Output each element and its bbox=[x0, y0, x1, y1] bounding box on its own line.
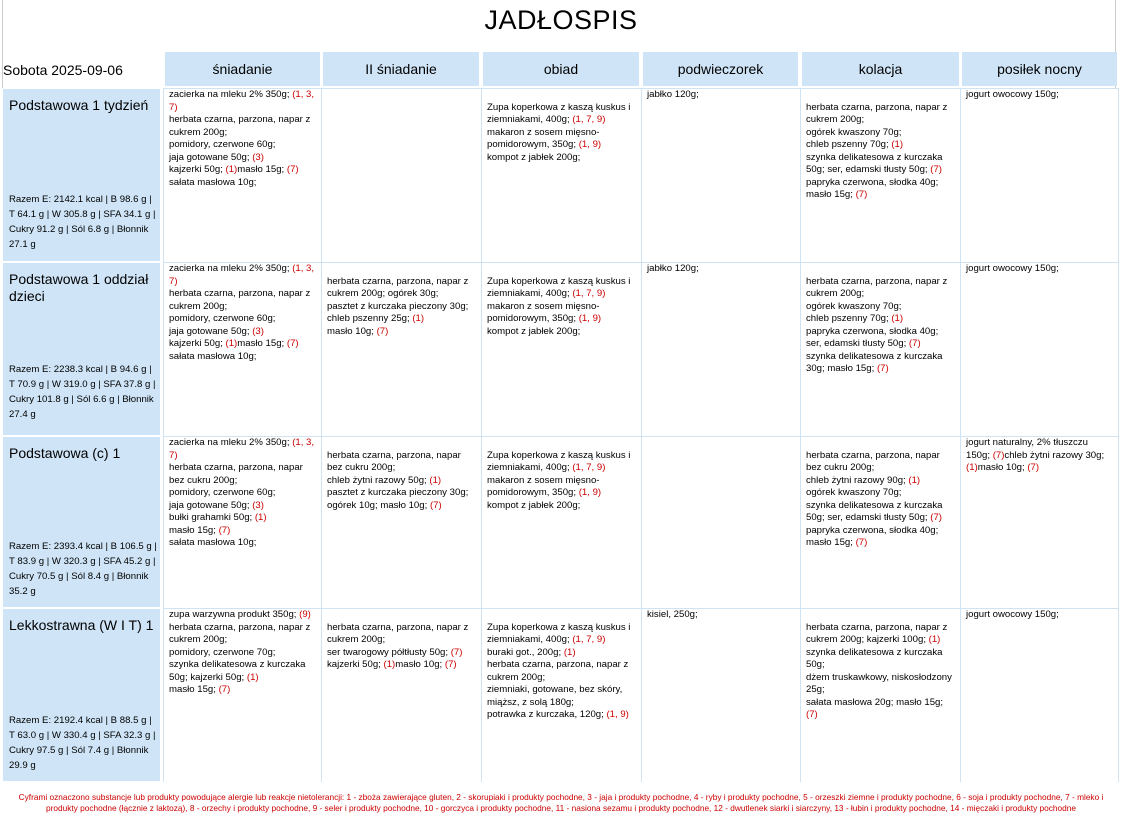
allergen-codes: (7) bbox=[376, 325, 389, 337]
meal-cell: herbata czarna, parzona, napar z cukrem 200g; ogórek 30g; pasztet z kurczaka pieczony 30g; chleb pszenny 25g; (1) masło 10g; (7) bbox=[327, 275, 469, 337]
column-divider bbox=[800, 88, 801, 782]
allergen-codes: (1, 7, 9) bbox=[572, 634, 606, 645]
allergen-codes: (1) bbox=[966, 462, 978, 473]
allergen-codes: (1) bbox=[429, 474, 442, 486]
allergen-codes: (7) bbox=[908, 338, 921, 349]
nutrition-summary: Razem E: 2142.1 kcal | B 98.6 g | T 64.1 g | W 305.8 g | SFA 34.1 g | Cukry 91.2 g | Sól 6.8 g | Błonnik 27.1 g bbox=[9, 194, 156, 250]
allergen-codes: (1, 7, 9) bbox=[572, 288, 606, 299]
column-divider bbox=[1118, 88, 1119, 782]
diet-row-header bbox=[3, 437, 160, 607]
allergen-codes: (1, 3, 7) bbox=[169, 89, 315, 113]
allergen-codes: (3) bbox=[252, 325, 264, 337]
allergen-legend: Cyframi oznaczono substancje lub produkty powodujące alergie lub reakcje nietolerancji: 1 - zboża zawierające gluten, 2 - skorupiaki i produkty pochodne, 3 - jaja i produkty pochodne, 4 - ryby i produkty pochodne, 5 - orzeszki ziemne i produkty pochodne, 6 - soja i produkty pochodne, 7 - mleko i produkty pochodne (łącznie z laktozą), 8 - orzechy i produkty pochodne, 9 - seler i produkty pochodne, 10 - gorczyca i produkty pochodne, 11 - nasiona sezamu i produkty pochodne, 12 - dwutlenek siarki i siarczyny, 13 - łubin i produkty pochodne, 14 - mięczaki i produkty pochodne bbox=[18, 792, 1104, 813]
diet-name: Lekkostrawna (W I T) 1 bbox=[9, 617, 154, 633]
diet-row-header bbox=[3, 89, 160, 261]
allergen-codes: (1) bbox=[383, 659, 396, 670]
nutrition-summary: Razem E: 2393.4 kcal | B 106.5 g | T 83.9 g | W 320.3 g | SFA 45.2 g | Cukry 70.5 g | Sól 8.4 g | Błonnik 35.2 g bbox=[9, 541, 157, 597]
allergen-codes: (1) bbox=[891, 139, 904, 150]
diet-row-header bbox=[3, 263, 160, 435]
allergen-codes: (7) bbox=[286, 338, 299, 349]
allergen-codes: (1) bbox=[246, 671, 259, 683]
meal-cell: kisiel, 250g; bbox=[647, 609, 698, 620]
meal-cell: Zupa koperkowa z kaszą kuskus i ziemniakami, 400g; (1, 7, 9) makaron z sosem mięsno-pomidorowym, 350g; (1, 9) kompot z jabłek 200g; bbox=[487, 449, 631, 511]
meal-cell: jogurt owocowy 150g; bbox=[966, 609, 1059, 620]
column-divider bbox=[481, 88, 482, 782]
allergen-codes: (7) bbox=[930, 512, 942, 523]
meal-cell: jabłko 120g; bbox=[647, 89, 699, 100]
meal-header: posiłek nocny bbox=[962, 52, 1117, 86]
allergen-codes: (1) bbox=[254, 512, 267, 523]
meal-cell: herbata czarna, parzona, napar bez cukru 200g; chleb żytni razowy 90g; (1) ogórek kwaszony 70g; szynka delikatesowa z kurczaka 50g; ser, edamski tłusty 50g; (7) papryka czerwona, słodka 40g; masło 15g; (7) bbox=[806, 449, 943, 548]
meal-cell: jogurt naturalny, 2% tłuszczu 150g; (7)chleb żytni razowy 30g; (1)masło 10g; (7) bbox=[966, 437, 1105, 473]
diet-name: Podstawowa (c) 1 bbox=[9, 445, 121, 461]
meal-cell: zacierka na mleku 2% 350g; (1, 3, 7) herbata czarna, parzona, napar z cukrem 200g; pomidory, czerwone 60g; jaja gotowane 50g; (3) kajzerki 50g; (1)masło 15g; (7) sałata masłowa 10g; bbox=[169, 89, 315, 188]
meal-header: obiad bbox=[483, 52, 639, 86]
allergen-codes: (7) bbox=[876, 363, 889, 374]
allergen-codes: (7) bbox=[855, 189, 868, 200]
meal-cell: zacierka na mleku 2% 350g; (1, 3, 7) herbata czarna, parzona, napar z cukrem 200g; pomidory, czerwone 60g; jaja gotowane 50g; (3) kajzerki 50g; (1)masło 15g; (7) sałata masłowa 10g; bbox=[169, 263, 315, 362]
meal-header: podwieczorek bbox=[643, 52, 798, 86]
allergen-codes: (1) bbox=[891, 313, 904, 324]
allergen-codes: (9) bbox=[299, 609, 311, 620]
allergen-codes: (1, 7, 9) bbox=[572, 462, 606, 473]
allergen-codes: (7) bbox=[855, 537, 868, 548]
meal-cell: zacierka na mleku 2% 350g; (1, 3, 7) herbata czarna, parzona, napar bez cukru 200g; pomidory, czerwone 60g; jaja gotowane 50g; (3) bułki grahamki 50g; (1) masło 15g; (7) sałata masłowa 10g; bbox=[169, 437, 315, 548]
allergen-codes: (7) bbox=[1027, 462, 1040, 473]
meal-header: II śniadanie bbox=[323, 52, 479, 86]
nutrition-summary: Razem E: 2238.3 kcal | B 94.6 g | T 70.9 g | W 319.0 g | SFA 37.8 g | Cukry 101.8 g | Sól 6.6 g | Błonnik 27.4 g bbox=[9, 364, 156, 420]
column-divider bbox=[163, 88, 164, 782]
allergen-codes: (7) bbox=[806, 709, 818, 720]
allergen-codes: (1, 9) bbox=[578, 313, 602, 324]
allergen-codes: (1) bbox=[908, 474, 921, 486]
allergen-codes: (1, 3, 7) bbox=[169, 263, 315, 287]
allergen-codes: (3) bbox=[252, 151, 264, 163]
allergen-codes: (1) bbox=[563, 646, 576, 658]
meal-cell: herbata czarna, parzona, napar z cukrem 200g; ser twarogowy półtłusty 50g; (7) kajzerki 50g; (1)masło 10g; (7) bbox=[327, 621, 469, 670]
diet-row-header bbox=[3, 609, 160, 781]
meal-cell: herbata czarna, parzona, napar z cukrem 200g; ogórek kwaszony 70g; chleb pszenny 70g; (1) szynka delikatesowa z kurczaka 50g; ser, edamski tłusty 50g; (7) papryka czerwona, słodka 40g; masło 15g; (7) bbox=[806, 101, 948, 200]
meal-cell: jogurt owocowy 150g; bbox=[966, 263, 1059, 274]
meal-cell: Zupa koperkowa z kaszą kuskus i ziemniakami, 400g; (1, 7, 9) buraki got., 200g; (1) herbata czarna, parzona, napar z cukrem 200g; ziemniaki, gotowane, bez skóry, miąższ, z solą 180g; potrawka z kurczaka, 120g; (1, 9) bbox=[487, 621, 631, 720]
allergen-codes: (7) bbox=[286, 164, 299, 175]
meal-cell: jogurt owocowy 150g; bbox=[966, 89, 1059, 100]
page-title: JADŁOSPIS bbox=[484, 5, 638, 35]
allergen-codes: (3) bbox=[252, 499, 264, 511]
menu-date: Sobota 2025-09-06 bbox=[3, 62, 123, 78]
column-divider bbox=[641, 88, 642, 782]
meal-cell: jabłko 120g; bbox=[647, 263, 699, 274]
nutrition-summary: Razem E: 2192.4 kcal | B 88.5 g | T 63.0 g | W 330.4 g | SFA 32.3 g | Cukry 97.5 g | Sól 7.4 g | Błonnik 29.9 g bbox=[9, 715, 156, 771]
allergen-codes: (7) bbox=[992, 449, 1005, 461]
allergen-codes: (7) bbox=[218, 684, 231, 695]
allergen-codes: (7) bbox=[930, 164, 942, 175]
allergen-codes: (1, 9) bbox=[578, 139, 602, 150]
meal-header: kolacja bbox=[802, 52, 959, 86]
diet-name: Podstawowa 1 tydzień bbox=[9, 97, 149, 113]
allergen-codes: (1, 3, 7) bbox=[169, 437, 315, 461]
column-divider bbox=[321, 88, 322, 782]
meal-header: śniadanie bbox=[165, 52, 320, 86]
allergen-codes: (1) bbox=[928, 634, 941, 645]
allergen-codes: (1, 9) bbox=[606, 709, 629, 720]
allergen-codes: (7) bbox=[444, 659, 457, 670]
diet-name: Podstawowa 1 oddział dzieci bbox=[9, 271, 149, 304]
allergen-codes: (1, 9) bbox=[578, 487, 602, 498]
meal-cell: herbata czarna, parzona, napar bez cukru 200g; chleb żytni razowy 50g; (1) pasztet z kurczaka pieczony 30g; ogórek 10g; masło 10g; (7) bbox=[327, 449, 469, 511]
meal-cell: herbata czarna, parzona, napar z cukrem 200g; kajzerki 100g; (1) szynka delikatesowa z kurczaka 50g; dżem truskawkowy, niskosłodzony 25g; sałata masłowa 20g; masło 15g; (7) bbox=[806, 621, 952, 720]
column-divider bbox=[960, 88, 961, 782]
allergen-codes: (1) bbox=[225, 338, 238, 349]
allergen-codes: (1) bbox=[412, 313, 425, 324]
allergen-codes: (1, 7, 9) bbox=[572, 114, 606, 125]
allergen-codes: (7) bbox=[450, 646, 463, 658]
allergen-codes: (7) bbox=[218, 524, 231, 536]
meal-cell: herbata czarna, parzona, napar z cukrem 200g; ogórek kwaszony 70g; chleb pszenny 70g; (1) papryka czerwona, słodka 40g; ser, edamski tłusty 50g; (7) szynka delikatesowa z kurczaka 30g; masło 15g; (7) bbox=[806, 275, 948, 374]
meal-cell: Zupa koperkowa z kaszą kuskus i ziemniakami, 400g; (1, 7, 9) makaron z sosem mięsno-pomidorowym, 350g; (1, 9) kompot z jabłek 200g; bbox=[487, 275, 631, 337]
allergen-codes: (1) bbox=[225, 164, 238, 175]
meal-cell: zupa warzywna produkt 350g; (9) herbata czarna, parzona, napar z cukrem 200g; pomidory, czerwone 70g; szynka delikatesowa z kurczaka 50g; kajzerki 50g; (1) masło 15g; (7) bbox=[169, 609, 311, 695]
meal-cell: Zupa koperkowa z kaszą kuskus i ziemniakami, 400g; (1, 7, 9) makaron z sosem mięsno-pomidorowym, 350g; (1, 9) kompot z jabłek 200g; bbox=[487, 101, 631, 163]
allergen-codes: (7) bbox=[429, 499, 442, 511]
